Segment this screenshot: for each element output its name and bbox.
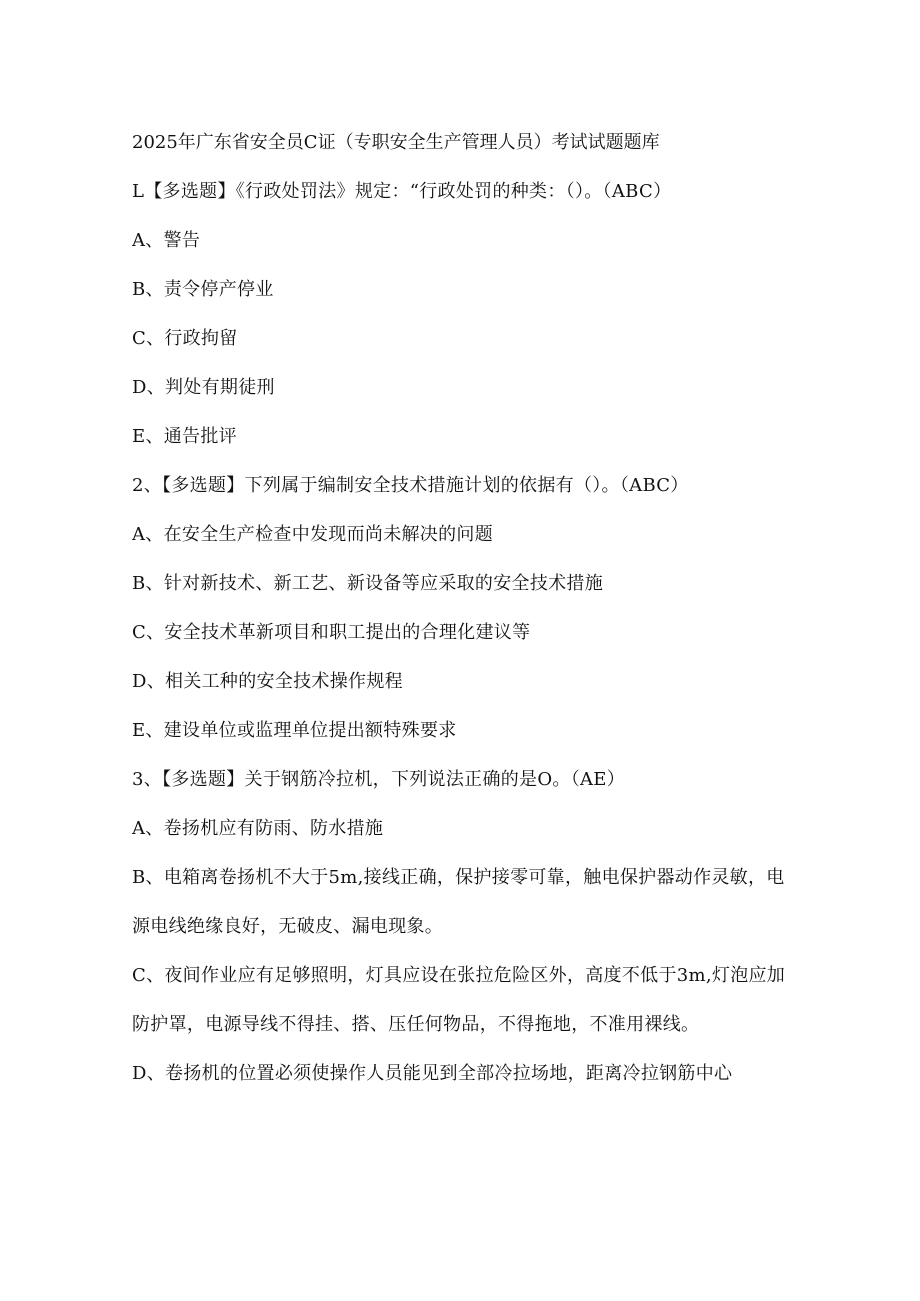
question-2 [132, 461, 792, 755]
option-b: B、针对新技术、新工艺、新设备等应采取的安全技术措施 [132, 573, 604, 594]
document-title: 2025年广东省安全员C证（专职安全生产管理人员）考试试题题库 [132, 132, 660, 153]
option-b: B、电箱离卷扬机不大于5m,接线正确，保护接零可靠，触电保护器动作灵敏，电源电线绝缘良好，无破皮、漏电现象。 [132, 867, 785, 937]
question-stem: 2、【多选题】下列属于编制安全技术措施计划的依据有（）。（ABC） [132, 475, 689, 496]
option-c: C、夜间作业应有足够照明，灯具应设在张拉危险区外，高度不低于3m,灯泡应加防护罩，电源导线不得挂、搭、压任何物品，不得拖地，不准用裸线。 [132, 965, 786, 1035]
option-e: E、建设单位或监理单位提出额特殊要求 [132, 720, 457, 741]
question-1 [132, 167, 792, 461]
option-e: E、通告批评 [132, 426, 237, 447]
option-d: D、卷扬机的位置必须使操作人员能见到全部冷拉场地，距离冷拉钢筋中心 [132, 1063, 733, 1084]
question-3 [132, 755, 792, 1098]
question-stem: 3、【多选题】关于钢筋冷拉机，下列说法正确的是O。（AE） [132, 769, 626, 790]
option-a: A、警告 [132, 230, 201, 251]
option-a: A、卷扬机应有防雨、防水措施 [132, 818, 384, 839]
question-stem: L【多选题】《行政处罚法》规定：“行政处罚的种类：（）。（ABC） [132, 181, 672, 202]
option-b: B、责令停产停业 [132, 279, 274, 300]
option-d: D、判处有期徒刑 [132, 377, 275, 398]
option-c: C、行政拘留 [132, 328, 238, 349]
option-d: D、相关工种的安全技术操作规程 [132, 671, 403, 692]
option-a: A、在安全生产检查中发现而尚未解决的问题 [132, 524, 493, 545]
option-c: C、安全技术革新项目和职工提出的合理化建议等 [132, 622, 531, 643]
document-content [132, 118, 792, 1098]
